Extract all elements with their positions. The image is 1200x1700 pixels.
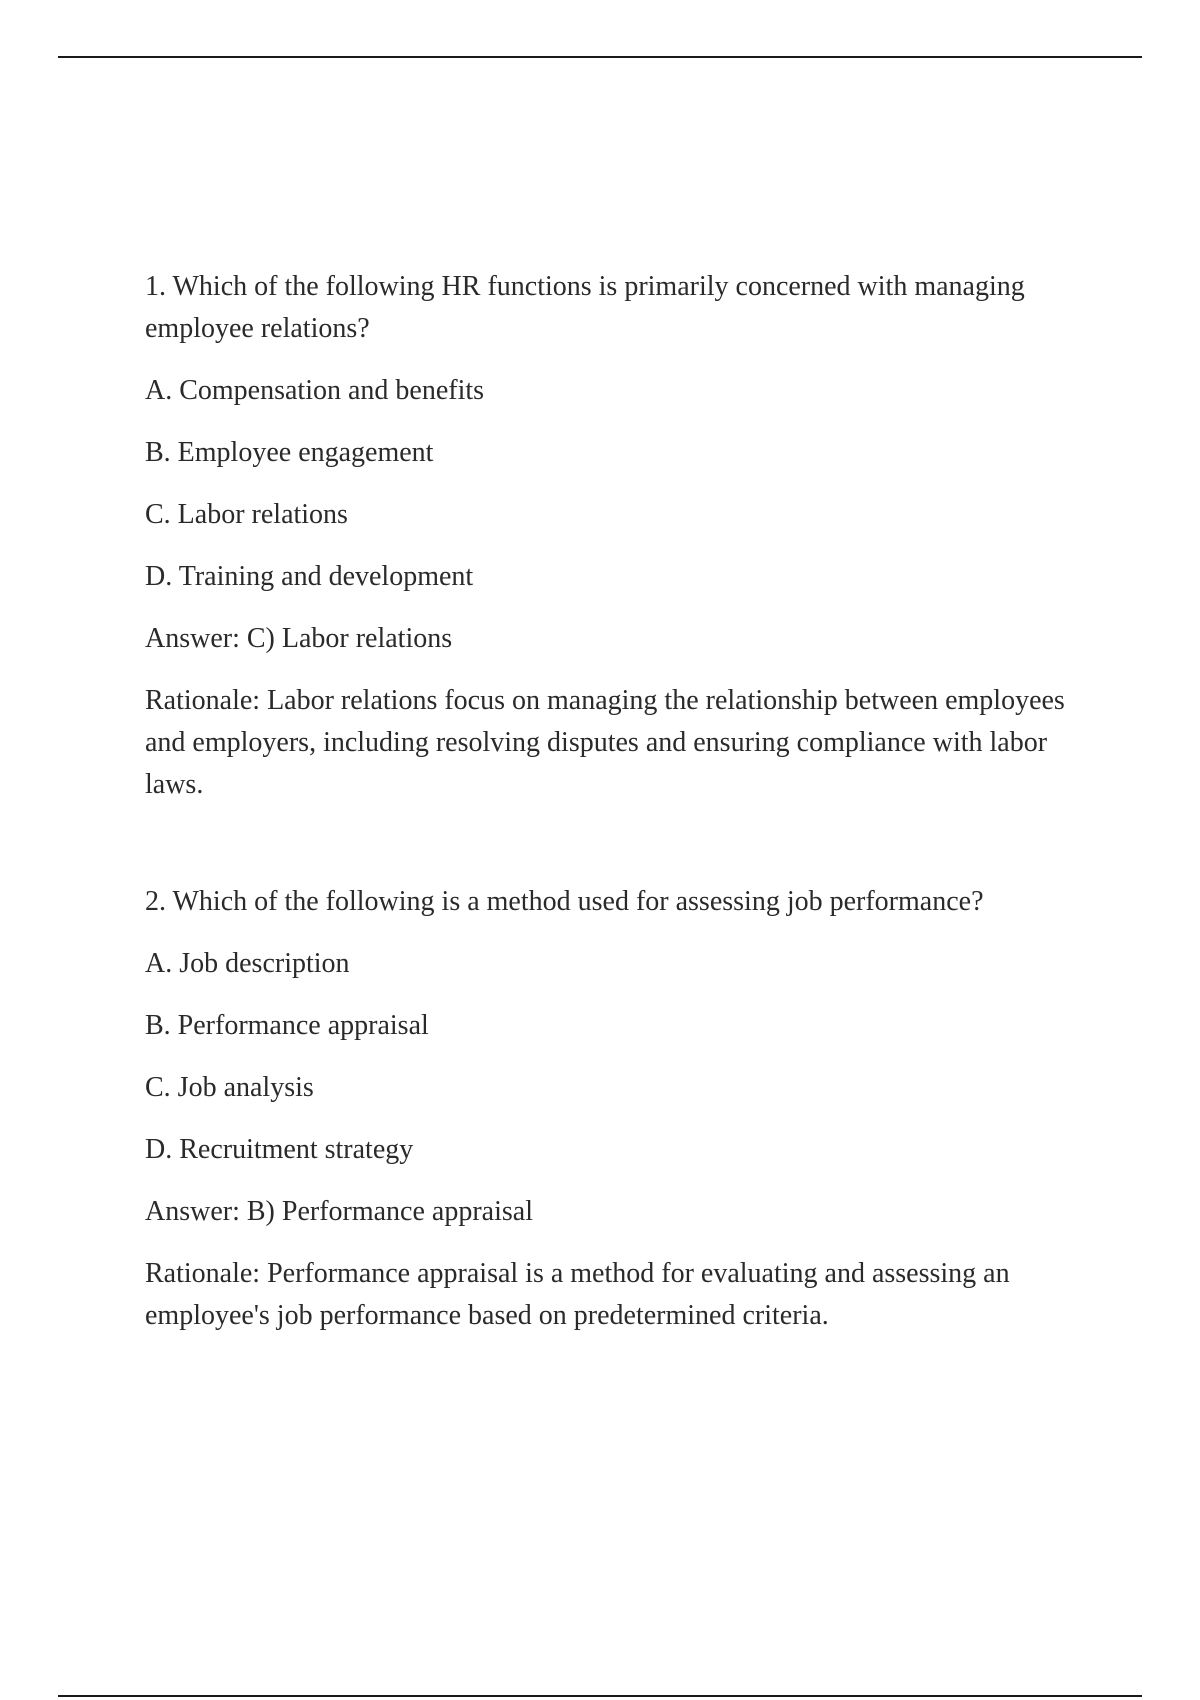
option-a: A. Compensation and benefits [145, 375, 485, 406]
question-text: 1. Which of the following HR functions is primarily concerned with managing employee relations? [145, 271, 1025, 344]
option-a: A. Job description [145, 948, 350, 979]
option-d: D. Training and development [145, 561, 474, 592]
answer-text: Answer: C) Labor relations [145, 623, 453, 654]
header-rule [58, 56, 1142, 58]
question-block-2 [145, 881, 1105, 1337]
option-b: B. Employee engagement [145, 437, 434, 468]
option-c: C. Labor relations [145, 499, 348, 530]
answer-text: Answer: B) Performance appraisal [145, 1196, 533, 1227]
option-c: C. Job analysis [145, 1072, 314, 1103]
question-block-1 [145, 266, 1105, 806]
question-text: 2. Which of the following is a method used for assessing job performance? [145, 886, 984, 917]
rationale-text: Rationale: Labor relations focus on managing the relationship between employees and employers, including resolving disputes and ensuring compliance with labor laws. [145, 685, 1065, 800]
option-b: B. Performance appraisal [145, 1010, 429, 1041]
footer-rule [58, 1695, 1142, 1697]
rationale-text: Rationale: Performance appraisal is a method for evaluating and assessing an employee's job performance based on predetermined criteria. [145, 1258, 1010, 1331]
option-d: D. Recruitment strategy [145, 1134, 414, 1165]
